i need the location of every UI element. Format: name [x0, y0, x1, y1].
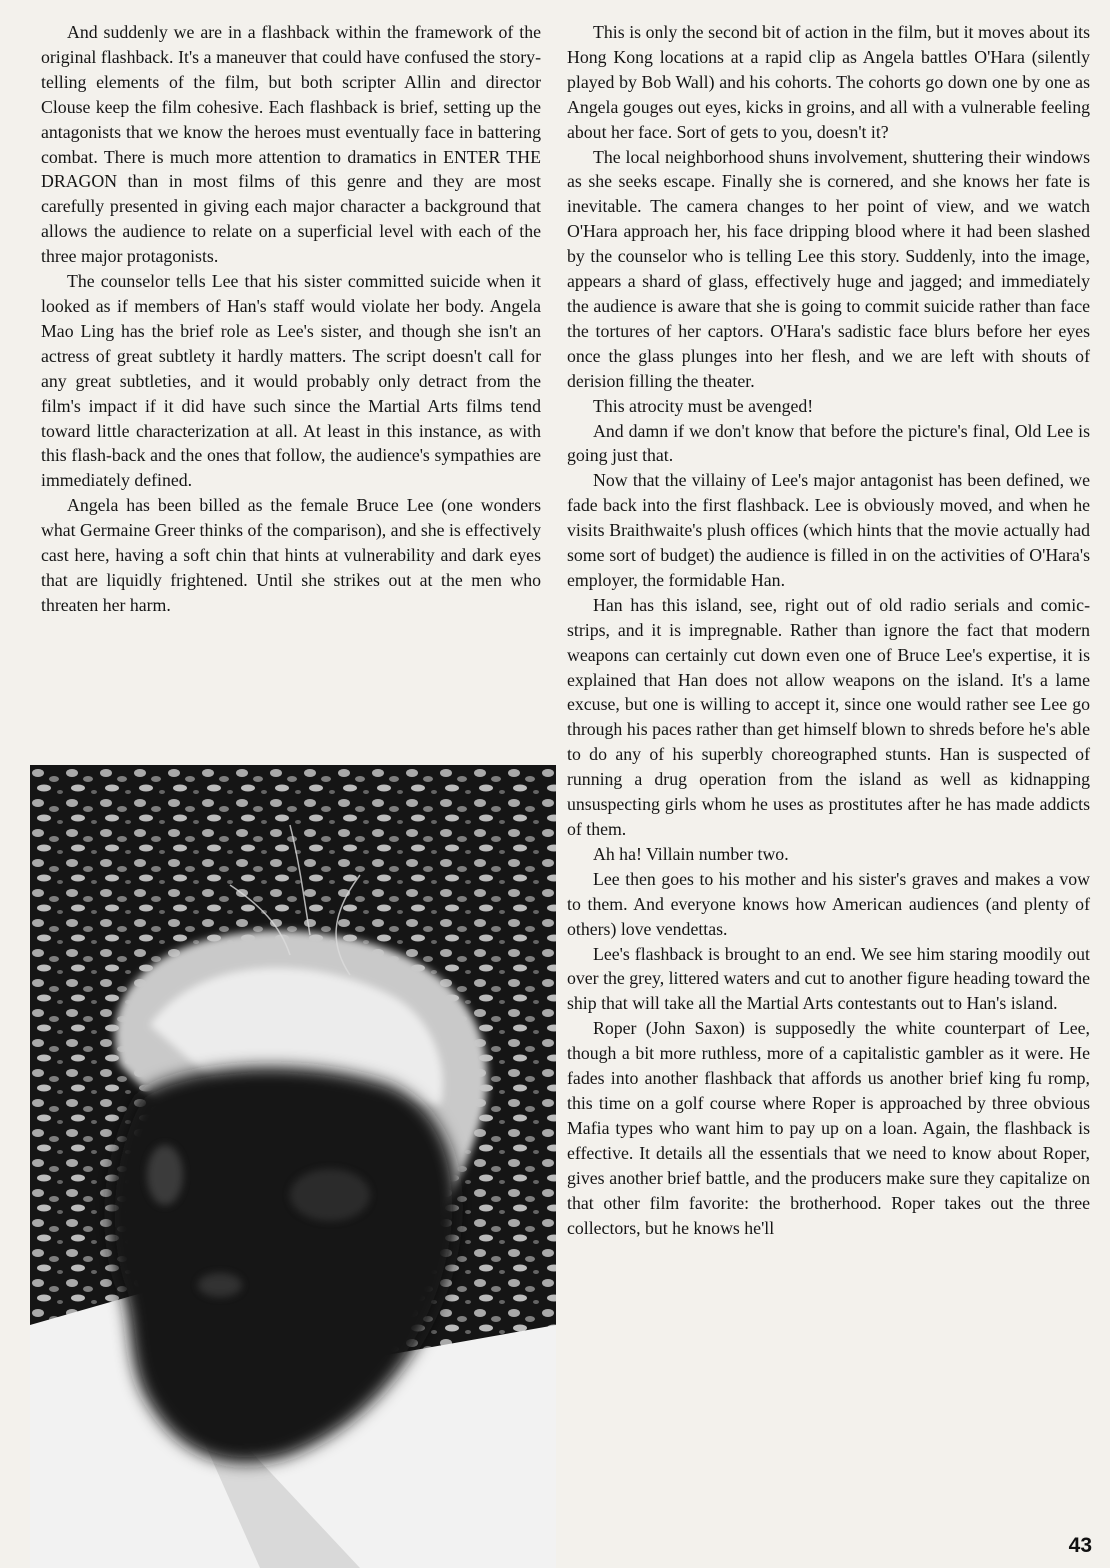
- portrait-photo: [30, 765, 556, 1568]
- paragraph: The counselor tells Lee that his sister committed suicide when it looked as if members of Han's staff would violate her body. Angela Mao Ling has the brief role as Lee's sister, and though she isn't an actress of great subtlety it hardly matters. The script doesn't call for any great subtleties, and it would probably only detract from the film's impact if it did have such since the Martial Arts films tend toward little characterization at all. At least in this instance, as with this flash-back and the ones that follow, the audience's sympathies are immediately defined.: [41, 271, 541, 491]
- left-text-column: [41, 20, 541, 618]
- paragraph: Roper (John Saxon) is supposedly the white counterpart of Lee, though a bit more ruthless, more of a capitalistic gambler as it were. He fades into another flashback that affords us another brief king fu romp, this time on a golf course where Roper is approached by three obvious Mafia types who want him to pay up on a loan. Again, the flashback is effective. It details all the essentials that we need to know about Roper, gives another brief battle, and the producers make sure they capitalize on that other film favorite: the brotherhood. Roper takes out the three collectors, but he knows he'll: [567, 1018, 1090, 1238]
- paragraph: Lee's flashback is brought to an end. We see him staring moodily out over the grey, littered waters and cut to another figure heading toward the ship that will take all the Martial Arts contestants out to Han's island.: [567, 943, 1090, 1014]
- paragraph: Now that the villainy of Lee's major antagonist has been defined, we fade back into the first flashback. Lee is obviously moved, and when he visits Braithwaite's plush offices (which hints that the movie actually had some sort of budget) the audience is filled in on the activities of O'Hara's employer, the formidable Han.: [567, 470, 1090, 590]
- paragraph: The local neighborhood shuns involvement, shuttering their windows as she seeks escape. Finally she is cornered, and she knows her fate is inevitable. The camera changes to her point of view, and we watch O'Hara approach her, his face dripping blood where it had been slashed by the counselor who is telling Lee this story. Suddenly, into the image, appears a shard of glass, effectively huge and jagged; and immediately the audience is aware that she is going to commit suicide rather than face the tortures of her captors. O'Hara's sadistic face blurs before her eyes once the glass plunges into her flesh, and we are left with shouts of derision filling the theater.: [567, 146, 1090, 391]
- portrait-illustration: [30, 765, 556, 1568]
- paragraph: This atrocity must be avenged!: [593, 395, 814, 416]
- paragraph: Ah ha! Villain number two.: [593, 843, 789, 864]
- paragraph: And suddenly we are in a flashback within the framework of the original flashback. It's a maneuver that could have confused the story-telling elements of the film, but both scripter Allin and director Clouse keep the film cohesive. Each flashback is brief, setting up the antagonists that we know the heroes must eventually face in battering combat. There is much more attention to dramatics in ENTER THE DRAGON than in most films of this genre and they are most carefully presented in giving each major character a background that allows the audience to relate on a superficial level with each of the three major protagonists.: [41, 22, 541, 267]
- paragraph: This is only the second bit of action in the film, but it moves about its Hong Kong locations at a rapid clip as Angela battles O'Hara (silently played by Bob Wall) and his cohorts. The cohorts go down one by one as Angela gouges out eyes, kicks in groins, and all with a vulnerable feeling about her face. Sort of gets to you, doesn't it?: [567, 22, 1090, 142]
- page-number: 43: [1068, 1534, 1092, 1557]
- paragraph: Angela has been billed as the female Bruce Lee (one wonders what Germaine Greer thinks of the comparison), and she is effectively cast here, having a soft chin that hints at vulnerability and dark eyes that are liquidly frightened. Until she strikes out at the men who threaten her harm.: [41, 495, 541, 615]
- paragraph: And damn if we don't know that before the picture's final, Old Lee is going just that.: [567, 420, 1090, 466]
- right-text-column: [567, 20, 1090, 1240]
- paragraph: Han has this island, see, right out of old radio serials and comic-strips, and it is impregnable. Rather than ignore the fact that modern weapons can certainly cut down even one of Bruce Lee's expertise, it is explained that Han does not allow weapons on the island. It's a lame excuse, but one is willing to accept it, since one would rather see Lee go through his paces rather than get himself blown to shreds before he's able to do any of his superbly choreographed stunts. Han is suspected of running a drug operation from the island as well as kidnapping unsuspecting girls whom he uses as prostitutes after he has made addicts of them.: [567, 594, 1090, 839]
- paragraph: Lee then goes to his mother and his sister's graves and makes a vow to them. And everyone knows how American audiences (and plenty of others) love vendettas.: [567, 868, 1090, 939]
